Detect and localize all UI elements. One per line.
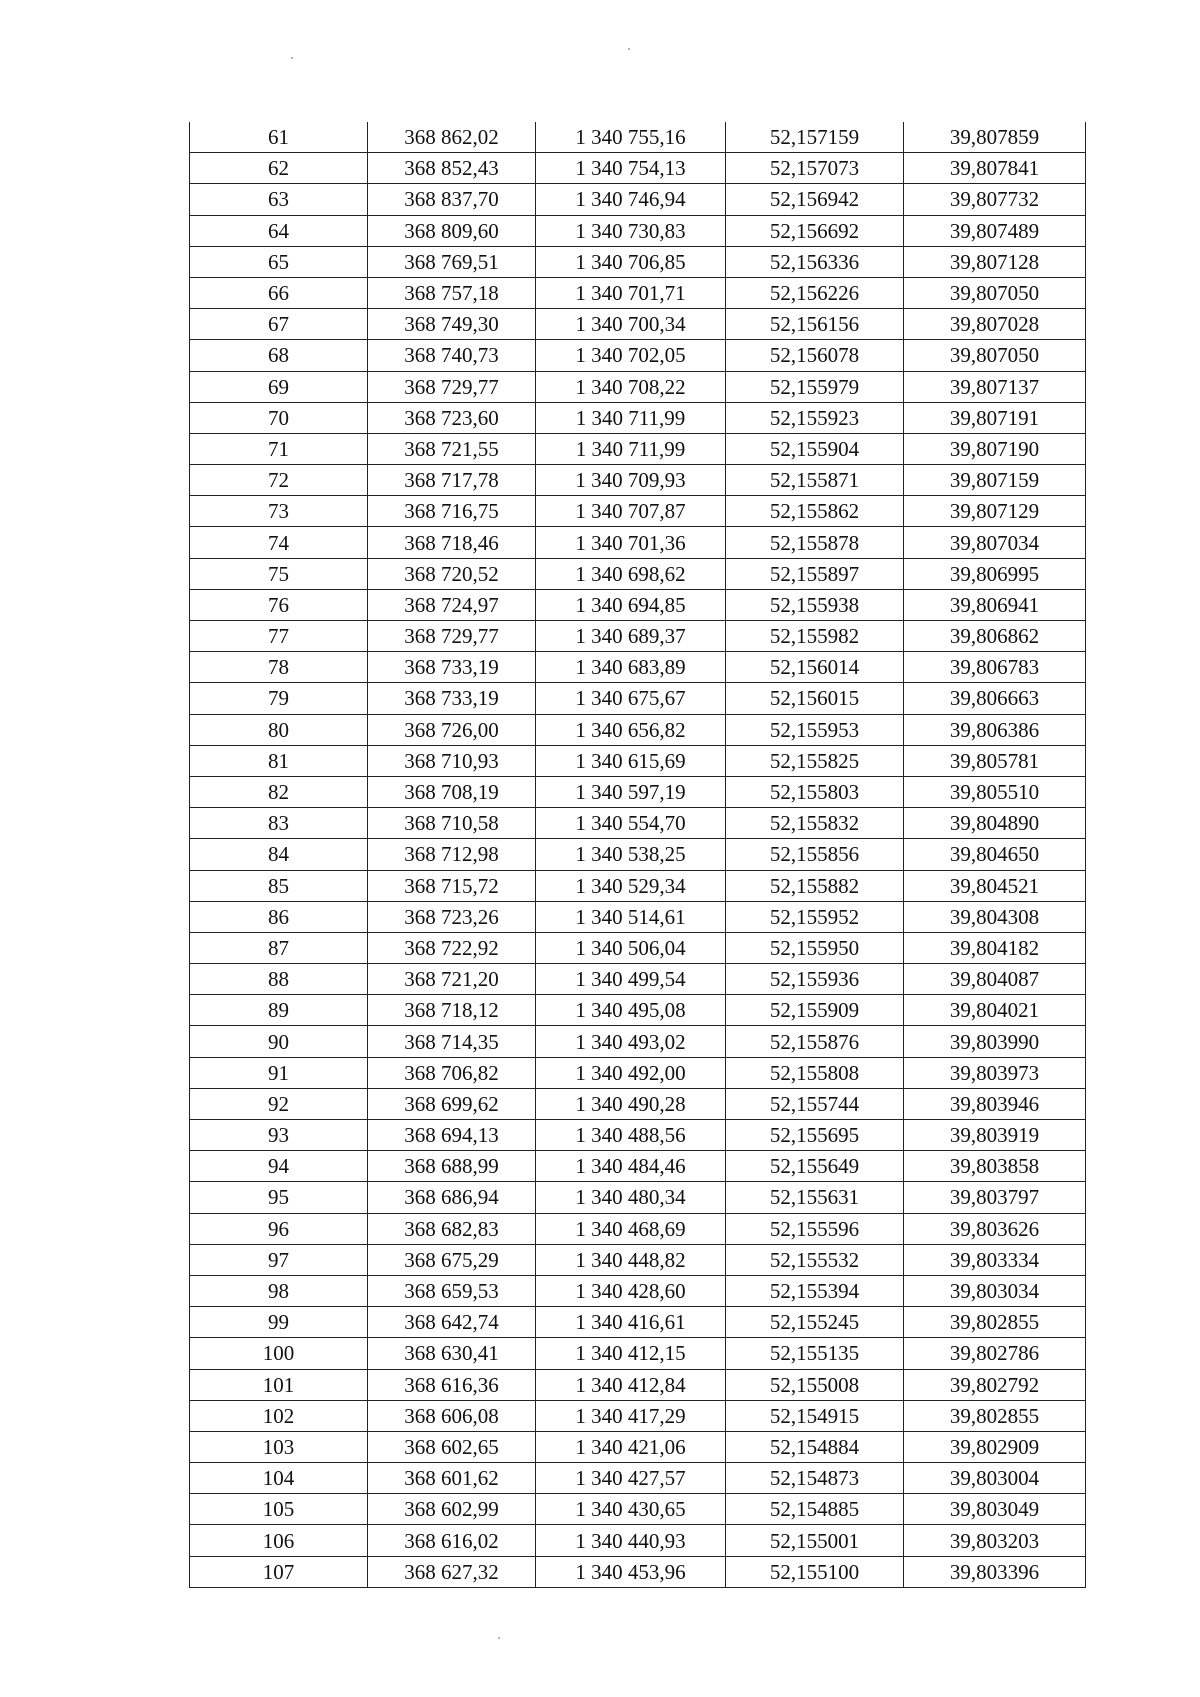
table-row: [190, 1338, 1086, 1369]
table-row: [190, 964, 1086, 995]
longitude-cell: 39,802792: [904, 1369, 1086, 1400]
x-coordinate-cell: 368 675,29: [368, 1244, 536, 1275]
point-number-cell: 99: [190, 1307, 368, 1338]
x-coordinate-cell: 368 769,51: [368, 246, 536, 277]
longitude-cell: 39,803004: [904, 1463, 1086, 1494]
longitude-cell: 39,807129: [904, 496, 1086, 527]
y-coordinate-cell: 1 340 484,46: [536, 1151, 726, 1182]
point-number-cell: 98: [190, 1275, 368, 1306]
latitude-cell: 52,155979: [726, 371, 904, 402]
point-number-cell: 66: [190, 277, 368, 308]
longitude-cell: 39,804650: [904, 839, 1086, 870]
y-coordinate-cell: 1 340 656,82: [536, 714, 726, 745]
latitude-cell: 52,154915: [726, 1400, 904, 1431]
table-row: [190, 1088, 1086, 1119]
latitude-cell: 52,155695: [726, 1120, 904, 1151]
table-row: [190, 1400, 1086, 1431]
y-coordinate-cell: 1 340 440,93: [536, 1525, 726, 1556]
table-row: [190, 433, 1086, 464]
x-coordinate-cell: 368 710,93: [368, 745, 536, 776]
longitude-cell: 39,805781: [904, 745, 1086, 776]
x-coordinate-cell: 368 714,35: [368, 1026, 536, 1057]
y-coordinate-cell: 1 340 538,25: [536, 839, 726, 870]
table-row: [190, 1556, 1086, 1587]
latitude-cell: 52,155938: [726, 589, 904, 620]
longitude-cell: 39,804087: [904, 964, 1086, 995]
x-coordinate-cell: 368 717,78: [368, 465, 536, 496]
y-coordinate-cell: 1 340 416,61: [536, 1307, 726, 1338]
point-number-cell: 104: [190, 1463, 368, 1494]
longitude-cell: 39,802786: [904, 1338, 1086, 1369]
table-row: [190, 870, 1086, 901]
table-row: [190, 527, 1086, 558]
x-coordinate-cell: 368 726,00: [368, 714, 536, 745]
point-number-cell: 86: [190, 901, 368, 932]
latitude-cell: 52,155803: [726, 776, 904, 807]
latitude-cell: 52,155825: [726, 745, 904, 776]
x-coordinate-cell: 368 749,30: [368, 309, 536, 340]
latitude-cell: 52,155832: [726, 808, 904, 839]
latitude-cell: 52,157073: [726, 153, 904, 184]
longitude-cell: 39,807050: [904, 340, 1086, 371]
point-number-cell: 79: [190, 683, 368, 714]
latitude-cell: 52,156336: [726, 246, 904, 277]
table-row: [190, 340, 1086, 371]
table-row: [190, 1026, 1086, 1057]
point-number-cell: 103: [190, 1431, 368, 1462]
longitude-cell: 39,803973: [904, 1057, 1086, 1088]
y-coordinate-cell: 1 340 480,34: [536, 1182, 726, 1213]
coordinates-table-body: [190, 122, 1086, 1587]
longitude-cell: 39,804521: [904, 870, 1086, 901]
longitude-cell: 39,807034: [904, 527, 1086, 558]
point-number-cell: 78: [190, 652, 368, 683]
table-row: [190, 1494, 1086, 1525]
latitude-cell: 52,155596: [726, 1213, 904, 1244]
table-row: [190, 465, 1086, 496]
x-coordinate-cell: 368 710,58: [368, 808, 536, 839]
x-coordinate-cell: 368 712,98: [368, 839, 536, 870]
table-row: [190, 122, 1086, 153]
table-row: [190, 1151, 1086, 1182]
table-row: [190, 246, 1086, 277]
table-row: [190, 1213, 1086, 1244]
point-number-cell: 72: [190, 465, 368, 496]
latitude-cell: 52,154885: [726, 1494, 904, 1525]
x-coordinate-cell: 368 757,18: [368, 277, 536, 308]
y-coordinate-cell: 1 340 730,83: [536, 215, 726, 246]
y-coordinate-cell: 1 340 495,08: [536, 995, 726, 1026]
table-row: [190, 683, 1086, 714]
scan-speck: [628, 48, 630, 50]
point-number-cell: 107: [190, 1556, 368, 1587]
point-number-cell: 80: [190, 714, 368, 745]
longitude-cell: 39,807028: [904, 309, 1086, 340]
table-row: [190, 808, 1086, 839]
point-number-cell: 69: [190, 371, 368, 402]
table-row: [190, 1182, 1086, 1213]
latitude-cell: 52,156078: [726, 340, 904, 371]
table-row: [190, 652, 1086, 683]
longitude-cell: 39,804182: [904, 932, 1086, 963]
latitude-cell: 52,155631: [726, 1182, 904, 1213]
latitude-cell: 52,155649: [726, 1151, 904, 1182]
longitude-cell: 39,805510: [904, 776, 1086, 807]
x-coordinate-cell: 368 616,02: [368, 1525, 536, 1556]
y-coordinate-cell: 1 340 499,54: [536, 964, 726, 995]
y-coordinate-cell: 1 340 675,67: [536, 683, 726, 714]
longitude-cell: 39,803990: [904, 1026, 1086, 1057]
x-coordinate-cell: 368 862,02: [368, 122, 536, 153]
point-number-cell: 101: [190, 1369, 368, 1400]
point-number-cell: 70: [190, 402, 368, 433]
point-number-cell: 75: [190, 558, 368, 589]
y-coordinate-cell: 1 340 755,16: [536, 122, 726, 153]
y-coordinate-cell: 1 340 754,13: [536, 153, 726, 184]
point-number-cell: 106: [190, 1525, 368, 1556]
x-coordinate-cell: 368 694,13: [368, 1120, 536, 1151]
table-row: [190, 371, 1086, 402]
point-number-cell: 83: [190, 808, 368, 839]
y-coordinate-cell: 1 340 514,61: [536, 901, 726, 932]
point-number-cell: 96: [190, 1213, 368, 1244]
y-coordinate-cell: 1 340 709,93: [536, 465, 726, 496]
y-coordinate-cell: 1 340 698,62: [536, 558, 726, 589]
y-coordinate-cell: 1 340 448,82: [536, 1244, 726, 1275]
longitude-cell: 39,803049: [904, 1494, 1086, 1525]
longitude-cell: 39,802855: [904, 1307, 1086, 1338]
x-coordinate-cell: 368 606,08: [368, 1400, 536, 1431]
latitude-cell: 52,155952: [726, 901, 904, 932]
x-coordinate-cell: 368 601,62: [368, 1463, 536, 1494]
x-coordinate-cell: 368 740,73: [368, 340, 536, 371]
point-number-cell: 73: [190, 496, 368, 527]
y-coordinate-cell: 1 340 417,29: [536, 1400, 726, 1431]
point-number-cell: 61: [190, 122, 368, 153]
point-number-cell: 67: [190, 309, 368, 340]
table-row: [190, 277, 1086, 308]
x-coordinate-cell: 368 723,26: [368, 901, 536, 932]
table-row: [190, 714, 1086, 745]
longitude-cell: 39,804308: [904, 901, 1086, 932]
x-coordinate-cell: 368 686,94: [368, 1182, 536, 1213]
y-coordinate-cell: 1 340 694,85: [536, 589, 726, 620]
table-row: [190, 776, 1086, 807]
latitude-cell: 52,156942: [726, 184, 904, 215]
latitude-cell: 52,155871: [726, 465, 904, 496]
x-coordinate-cell: 368 733,19: [368, 652, 536, 683]
latitude-cell: 52,155862: [726, 496, 904, 527]
longitude-cell: 39,807732: [904, 184, 1086, 215]
point-number-cell: 85: [190, 870, 368, 901]
longitude-cell: 39,803626: [904, 1213, 1086, 1244]
point-number-cell: 84: [190, 839, 368, 870]
longitude-cell: 39,803396: [904, 1556, 1086, 1587]
y-coordinate-cell: 1 340 701,71: [536, 277, 726, 308]
longitude-cell: 39,803946: [904, 1088, 1086, 1119]
latitude-cell: 52,156015: [726, 683, 904, 714]
latitude-cell: 52,154884: [726, 1431, 904, 1462]
table-row: [190, 1431, 1086, 1462]
latitude-cell: 52,156692: [726, 215, 904, 246]
table-row: [190, 184, 1086, 215]
latitude-cell: 52,155532: [726, 1244, 904, 1275]
table-row: [190, 496, 1086, 527]
point-number-cell: 97: [190, 1244, 368, 1275]
latitude-cell: 52,155808: [726, 1057, 904, 1088]
point-number-cell: 95: [190, 1182, 368, 1213]
longitude-cell: 39,804021: [904, 995, 1086, 1026]
x-coordinate-cell: 368 630,41: [368, 1338, 536, 1369]
x-coordinate-cell: 368 682,83: [368, 1213, 536, 1244]
latitude-cell: 52,155897: [726, 558, 904, 589]
latitude-cell: 52,154873: [726, 1463, 904, 1494]
point-number-cell: 94: [190, 1151, 368, 1182]
scan-speck: [291, 57, 293, 59]
longitude-cell: 39,807050: [904, 277, 1086, 308]
table-row: [190, 1307, 1086, 1338]
point-number-cell: 81: [190, 745, 368, 776]
x-coordinate-cell: 368 642,74: [368, 1307, 536, 1338]
longitude-cell: 39,806386: [904, 714, 1086, 745]
x-coordinate-cell: 368 722,92: [368, 932, 536, 963]
y-coordinate-cell: 1 340 412,15: [536, 1338, 726, 1369]
latitude-cell: 52,157159: [726, 122, 904, 153]
point-number-cell: 102: [190, 1400, 368, 1431]
x-coordinate-cell: 368 724,97: [368, 589, 536, 620]
latitude-cell: 52,156156: [726, 309, 904, 340]
table-row: [190, 1275, 1086, 1306]
y-coordinate-cell: 1 340 707,87: [536, 496, 726, 527]
latitude-cell: 52,155135: [726, 1338, 904, 1369]
y-coordinate-cell: 1 340 746,94: [536, 184, 726, 215]
table-row: [190, 1369, 1086, 1400]
longitude-cell: 39,804890: [904, 808, 1086, 839]
table-row: [190, 1244, 1086, 1275]
point-number-cell: 90: [190, 1026, 368, 1057]
longitude-cell: 39,807489: [904, 215, 1086, 246]
y-coordinate-cell: 1 340 597,19: [536, 776, 726, 807]
x-coordinate-cell: 368 699,62: [368, 1088, 536, 1119]
latitude-cell: 52,155936: [726, 964, 904, 995]
x-coordinate-cell: 368 715,72: [368, 870, 536, 901]
point-number-cell: 100: [190, 1338, 368, 1369]
latitude-cell: 52,155245: [726, 1307, 904, 1338]
x-coordinate-cell: 368 729,77: [368, 621, 536, 652]
x-coordinate-cell: 368 708,19: [368, 776, 536, 807]
x-coordinate-cell: 368 852,43: [368, 153, 536, 184]
table-row: [190, 309, 1086, 340]
x-coordinate-cell: 368 688,99: [368, 1151, 536, 1182]
x-coordinate-cell: 368 627,32: [368, 1556, 536, 1587]
y-coordinate-cell: 1 340 701,36: [536, 527, 726, 558]
latitude-cell: 52,155856: [726, 839, 904, 870]
point-number-cell: 92: [190, 1088, 368, 1119]
table-row: [190, 153, 1086, 184]
latitude-cell: 52,155878: [726, 527, 904, 558]
y-coordinate-cell: 1 340 529,34: [536, 870, 726, 901]
x-coordinate-cell: 368 716,75: [368, 496, 536, 527]
longitude-cell: 39,803334: [904, 1244, 1086, 1275]
table-row: [190, 995, 1086, 1026]
longitude-cell: 39,807841: [904, 153, 1086, 184]
latitude-cell: 52,155953: [726, 714, 904, 745]
latitude-cell: 52,155008: [726, 1369, 904, 1400]
y-coordinate-cell: 1 340 554,70: [536, 808, 726, 839]
longitude-cell: 39,803858: [904, 1151, 1086, 1182]
latitude-cell: 52,155100: [726, 1556, 904, 1587]
table-row: [190, 1525, 1086, 1556]
y-coordinate-cell: 1 340 428,60: [536, 1275, 726, 1306]
point-number-cell: 68: [190, 340, 368, 371]
y-coordinate-cell: 1 340 488,56: [536, 1120, 726, 1151]
latitude-cell: 52,156014: [726, 652, 904, 683]
longitude-cell: 39,807191: [904, 402, 1086, 433]
point-number-cell: 76: [190, 589, 368, 620]
table-row: [190, 839, 1086, 870]
point-number-cell: 62: [190, 153, 368, 184]
x-coordinate-cell: 368 723,60: [368, 402, 536, 433]
x-coordinate-cell: 368 616,36: [368, 1369, 536, 1400]
point-number-cell: 63: [190, 184, 368, 215]
table-row: [190, 215, 1086, 246]
latitude-cell: 52,155950: [726, 932, 904, 963]
y-coordinate-cell: 1 340 708,22: [536, 371, 726, 402]
x-coordinate-cell: 368 733,19: [368, 683, 536, 714]
table-row: [190, 621, 1086, 652]
y-coordinate-cell: 1 340 468,69: [536, 1213, 726, 1244]
latitude-cell: 52,155744: [726, 1088, 904, 1119]
latitude-cell: 52,155909: [726, 995, 904, 1026]
y-coordinate-cell: 1 340 711,99: [536, 402, 726, 433]
latitude-cell: 52,155904: [726, 433, 904, 464]
longitude-cell: 39,807128: [904, 246, 1086, 277]
table-row: [190, 1463, 1086, 1494]
table-row: [190, 589, 1086, 620]
longitude-cell: 39,807859: [904, 122, 1086, 153]
table-row: [190, 745, 1086, 776]
longitude-cell: 39,803203: [904, 1525, 1086, 1556]
latitude-cell: 52,156226: [726, 277, 904, 308]
y-coordinate-cell: 1 340 453,96: [536, 1556, 726, 1587]
table-row: [190, 402, 1086, 433]
longitude-cell: 39,803034: [904, 1275, 1086, 1306]
latitude-cell: 52,155876: [726, 1026, 904, 1057]
y-coordinate-cell: 1 340 683,89: [536, 652, 726, 683]
latitude-cell: 52,155923: [726, 402, 904, 433]
longitude-cell: 39,806941: [904, 589, 1086, 620]
x-coordinate-cell: 368 718,46: [368, 527, 536, 558]
table-row: [190, 901, 1086, 932]
point-number-cell: 93: [190, 1120, 368, 1151]
latitude-cell: 52,155982: [726, 621, 904, 652]
table-row: [190, 932, 1086, 963]
point-number-cell: 88: [190, 964, 368, 995]
table-row: [190, 558, 1086, 589]
x-coordinate-cell: 368 721,20: [368, 964, 536, 995]
longitude-cell: 39,802855: [904, 1400, 1086, 1431]
latitude-cell: 52,155882: [726, 870, 904, 901]
y-coordinate-cell: 1 340 615,69: [536, 745, 726, 776]
table-row: [190, 1057, 1086, 1088]
y-coordinate-cell: 1 340 427,57: [536, 1463, 726, 1494]
longitude-cell: 39,802909: [904, 1431, 1086, 1462]
longitude-cell: 39,807190: [904, 433, 1086, 464]
point-number-cell: 71: [190, 433, 368, 464]
longitude-cell: 39,807137: [904, 371, 1086, 402]
longitude-cell: 39,806995: [904, 558, 1086, 589]
point-number-cell: 89: [190, 995, 368, 1026]
x-coordinate-cell: 368 837,70: [368, 184, 536, 215]
x-coordinate-cell: 368 721,55: [368, 433, 536, 464]
point-number-cell: 77: [190, 621, 368, 652]
x-coordinate-cell: 368 809,60: [368, 215, 536, 246]
point-number-cell: 91: [190, 1057, 368, 1088]
longitude-cell: 39,807159: [904, 465, 1086, 496]
x-coordinate-cell: 368 602,99: [368, 1494, 536, 1525]
y-coordinate-cell: 1 340 412,84: [536, 1369, 726, 1400]
point-number-cell: 65: [190, 246, 368, 277]
y-coordinate-cell: 1 340 700,34: [536, 309, 726, 340]
y-coordinate-cell: 1 340 689,37: [536, 621, 726, 652]
y-coordinate-cell: 1 340 490,28: [536, 1088, 726, 1119]
point-number-cell: 87: [190, 932, 368, 963]
coordinates-table: [189, 122, 1086, 1588]
longitude-cell: 39,803797: [904, 1182, 1086, 1213]
y-coordinate-cell: 1 340 493,02: [536, 1026, 726, 1057]
point-number-cell: 74: [190, 527, 368, 558]
y-coordinate-cell: 1 340 706,85: [536, 246, 726, 277]
x-coordinate-cell: 368 659,53: [368, 1275, 536, 1306]
table-row: [190, 1120, 1086, 1151]
scan-speck: [498, 1637, 500, 1639]
point-number-cell: 105: [190, 1494, 368, 1525]
y-coordinate-cell: 1 340 492,00: [536, 1057, 726, 1088]
point-number-cell: 64: [190, 215, 368, 246]
y-coordinate-cell: 1 340 711,99: [536, 433, 726, 464]
y-coordinate-cell: 1 340 430,65: [536, 1494, 726, 1525]
x-coordinate-cell: 368 706,82: [368, 1057, 536, 1088]
y-coordinate-cell: 1 340 702,05: [536, 340, 726, 371]
point-number-cell: 82: [190, 776, 368, 807]
x-coordinate-cell: 368 602,65: [368, 1431, 536, 1462]
longitude-cell: 39,806783: [904, 652, 1086, 683]
longitude-cell: 39,806663: [904, 683, 1086, 714]
x-coordinate-cell: 368 729,77: [368, 371, 536, 402]
y-coordinate-cell: 1 340 421,06: [536, 1431, 726, 1462]
longitude-cell: 39,803919: [904, 1120, 1086, 1151]
y-coordinate-cell: 1 340 506,04: [536, 932, 726, 963]
latitude-cell: 52,155001: [726, 1525, 904, 1556]
x-coordinate-cell: 368 720,52: [368, 558, 536, 589]
longitude-cell: 39,806862: [904, 621, 1086, 652]
latitude-cell: 52,155394: [726, 1275, 904, 1306]
x-coordinate-cell: 368 718,12: [368, 995, 536, 1026]
